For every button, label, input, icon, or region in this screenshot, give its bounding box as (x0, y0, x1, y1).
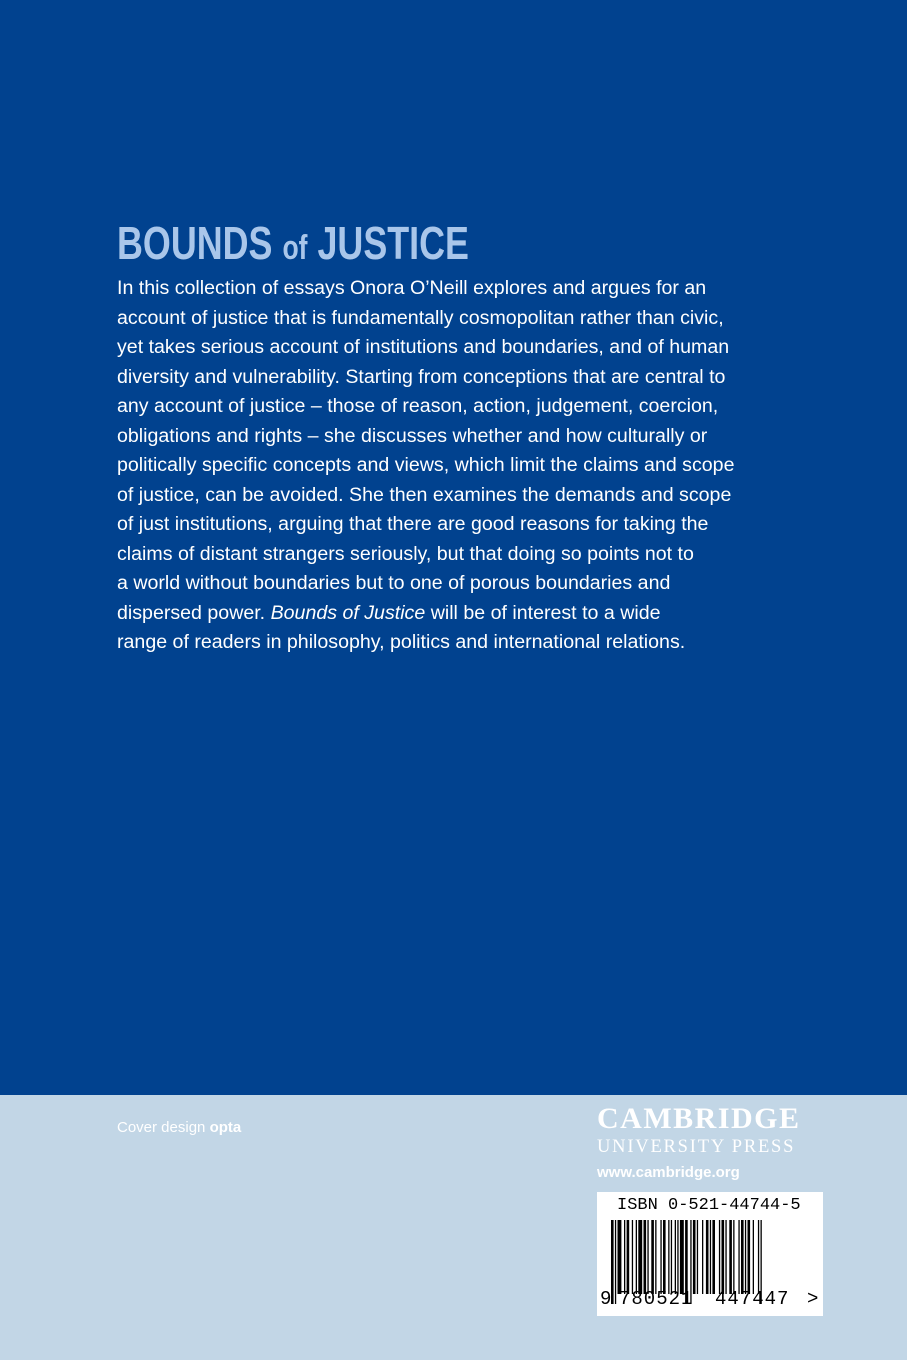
blurb-line: diversity and vulnerability. Starting from conceptions that are central to (117, 365, 726, 388)
barcode-bar (706, 1220, 709, 1294)
barcode-bar (651, 1220, 654, 1294)
barcode-bar (741, 1220, 744, 1294)
blurb-line: claims of distant strangers seriously, but that doing so points not to (117, 542, 694, 565)
blurb-text-run: dispersed power. (117, 601, 271, 624)
blurb-line: any account of justice – those of reason, action, judgement, coercion, (117, 395, 719, 417)
publisher-logo (597, 1102, 801, 1184)
blurb-text (117, 274, 817, 658)
publisher-url: www.cambridge.org (597, 1164, 740, 1181)
barcode-bar (627, 1220, 630, 1294)
barcode-bar (636, 1220, 637, 1294)
barcode-bar (753, 1220, 754, 1294)
barcode-bar (644, 1220, 647, 1294)
barcode-bar (745, 1220, 746, 1294)
title-word-bounds: BOUNDS (117, 217, 273, 269)
blurb-line: of justice, can be avoided. She then examines the demands and scope (117, 483, 732, 506)
barcode-bar (632, 1220, 633, 1294)
barcode-panel (597, 1192, 823, 1316)
barcode-bar (671, 1220, 672, 1294)
barcode-bar (722, 1220, 725, 1294)
ean-quiet-marker: > (807, 1288, 819, 1310)
barcode-bar (710, 1220, 711, 1294)
barcode-bar (655, 1220, 656, 1294)
ean-group-left: 780521 (619, 1288, 694, 1310)
barcode-bar (663, 1220, 666, 1294)
publisher-press: UNIVERSITY PRESS (597, 1137, 796, 1157)
blurb-line: a world without boundaries but to one of porous boundaries and (117, 572, 671, 594)
credit-designer: opta (209, 1119, 242, 1136)
barcode-bar (615, 1220, 616, 1304)
isbn-text: ISBN 0-521-44744-5 (617, 1196, 801, 1215)
publisher-name: CAMBRIDGE (597, 1102, 801, 1135)
barcode-bar (725, 1220, 726, 1294)
barcode-bar (697, 1220, 698, 1294)
blurb-line: account of justice that is fundamentally cosmopolitan rather than civic, (117, 306, 724, 329)
blurb-line: politically specific concepts and views, which limit the claims and scope (117, 454, 735, 476)
blurb-line: In this collection of essays Onora O’Neill explores and argues for an (117, 277, 707, 299)
barcode-bar (647, 1220, 648, 1294)
barcode-bar (729, 1220, 732, 1294)
blurb-line (117, 599, 817, 629)
title-word-of: of (282, 229, 308, 267)
blurb-line: yet takes serious account of institutions and boundaries, and of human (117, 336, 730, 358)
barcode-bar (738, 1220, 739, 1294)
cover-design-credit (117, 1119, 241, 1136)
book-title-italic: Bounds of Justice (270, 601, 426, 624)
blurb-line: obligations and rights – she discusses whether and how culturally or (117, 424, 708, 447)
book-title (117, 218, 469, 273)
barcode-bar (719, 1220, 720, 1294)
barcode-bar (702, 1220, 703, 1294)
blurb-text-run: will be of interest to a wide (425, 601, 661, 624)
barcode-bar (675, 1220, 676, 1294)
title-word-justice: JUSTICE (317, 217, 469, 269)
credit-label: Cover design (117, 1119, 210, 1136)
barcode-bar (624, 1220, 625, 1294)
barcode-bar (677, 1220, 678, 1294)
barcode-bar (748, 1220, 751, 1294)
blurb-line: range of readers in philosophy, politics and international relations. (117, 631, 686, 653)
blurb-line: of just institutions, arguing that there are good reasons for taking the (117, 513, 709, 535)
barcode-bar (680, 1220, 684, 1294)
barcode-bar (733, 1220, 734, 1294)
barcode-bar (638, 1220, 642, 1294)
barcode-bar (618, 1220, 622, 1294)
barcode-bar (668, 1220, 669, 1294)
barcode-bar (758, 1220, 759, 1294)
barcode-bar (660, 1220, 661, 1294)
barcode-bar (693, 1220, 696, 1294)
ean-group-right: 447447 (715, 1288, 790, 1310)
ean-first-digit: 9 (600, 1288, 612, 1310)
barcode-bar (712, 1220, 715, 1294)
